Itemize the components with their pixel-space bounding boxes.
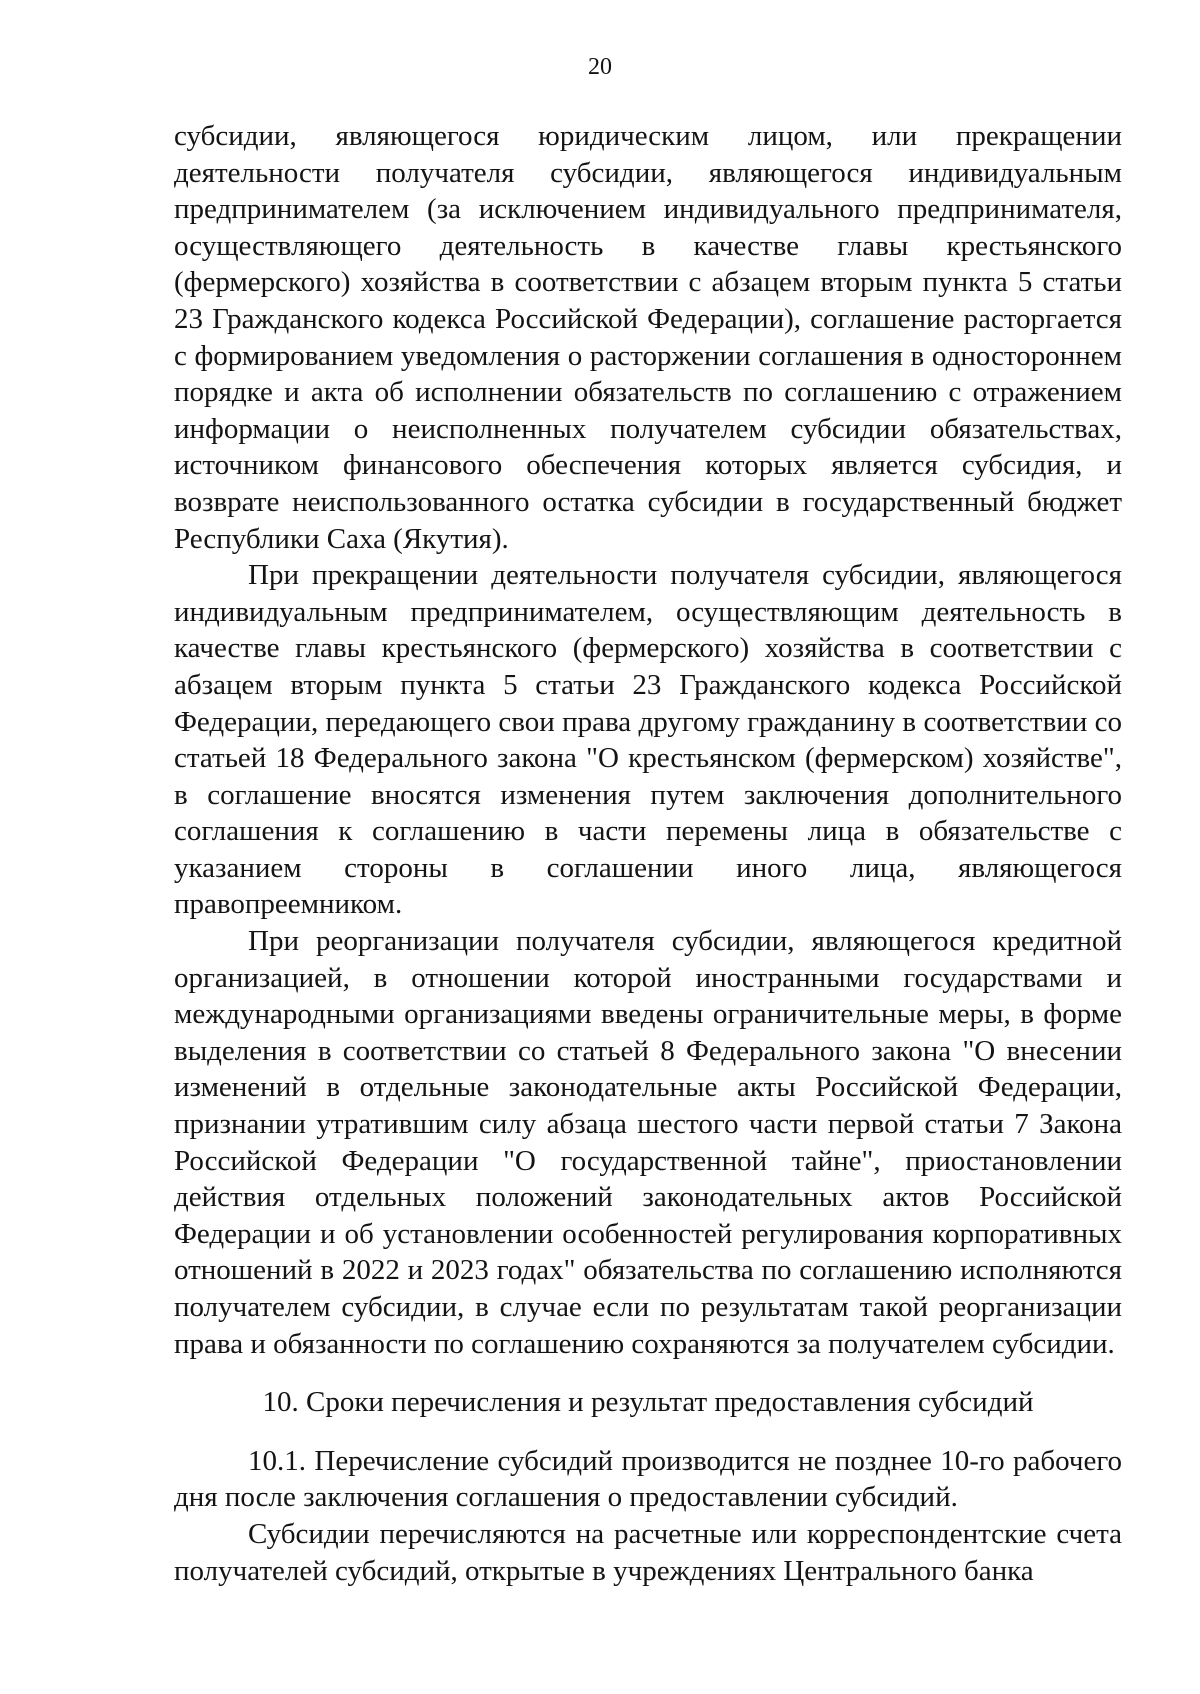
page-number: 20 — [588, 54, 612, 80]
section-heading: 10. Сроки перечисления и результат предоставления субсидий — [262, 1386, 1034, 1419]
document-body — [174, 118, 1122, 1589]
paragraph-subsidy-transfer: Субсидии перечисляются на расчетные или корреспондентские счета получателей субсидий, открытые в учреждениях Центрального банка — [174, 1517, 1122, 1587]
paragraph-individual-entrepreneur: При прекращении деятельности получателя субсидии, являющегося индивидуальным предпринимателем, осуществляющим деятельность в качестве главы крестьянского (фермерского) хозяйства в соответствии с абзацем вторым пункта 5 статьи 23 Гражданского кодекса Российской Федерации, передающего свои права другому гражданину в соответствии со статьей 18 Федерального закона "О крестьянском (фермерском) хозяйстве", в соглашение вносятся изменения путем заключения дополнительного соглашения к соглашению в части перемены лица в обязательстве с указанием стороны в соглашении иного лица, являющегося правопреемником. — [174, 559, 1122, 921]
paragraph-reorganization: При реорганизации получателя субсидии, являющегося кредитной организацией, в отношении которой иностранными государствами и международными организациями введены ограничительные меры, в форме выделения в соответствии со статьей 8 Федерального закона "О внесении изменений в отдельные законодательные акты Российской Федерации, признании утратившим силу абзаца шестого части первой статьи 7 Закона Российской Федерации "О государственной тайне", приостановлении действия отдельных положений законодательных актов Российской Федерации и об установлении особенностей регулирования корпоративных отношений в 2022 и 2023 годах" обязательства по соглашению исполняются получателем субсидии, в случае если по результатам такой реорганизации права и обязанности по соглашению сохраняются за получателем субсидии. — [174, 925, 1122, 1360]
paragraph-continuation: субсидии, являющегося юридическим лицом, или прекращении деятельности получателя субсидии, являющегося индивидуальным предпринимателем (за исключением индивидуального предпринимателя, осуществляющего деятельность в качестве главы крестьянского (фермерского) хозяйства в соответствии с абзацем вторым пункта 5 статьи 23 Гражданского кодекса Российской Федерации), соглашение расторгается с формированием уведомления о расторжении соглашения в одностороннем порядке и акта об исполнении обязательств по соглашению с отражением информации о неисполненных получателем субсидии обязательствах, источником финансового обеспечения которых является субсидия, и возврате неиспользованного остатка субсидии в государственный бюджет Республики Саха (Якутия). — [174, 120, 1122, 555]
paragraph-10-1: 10.1. Перечисление субсидий производится не позднее 10-го рабочего дня после заключения соглашения о предоставлении субсидий. — [174, 1444, 1122, 1514]
